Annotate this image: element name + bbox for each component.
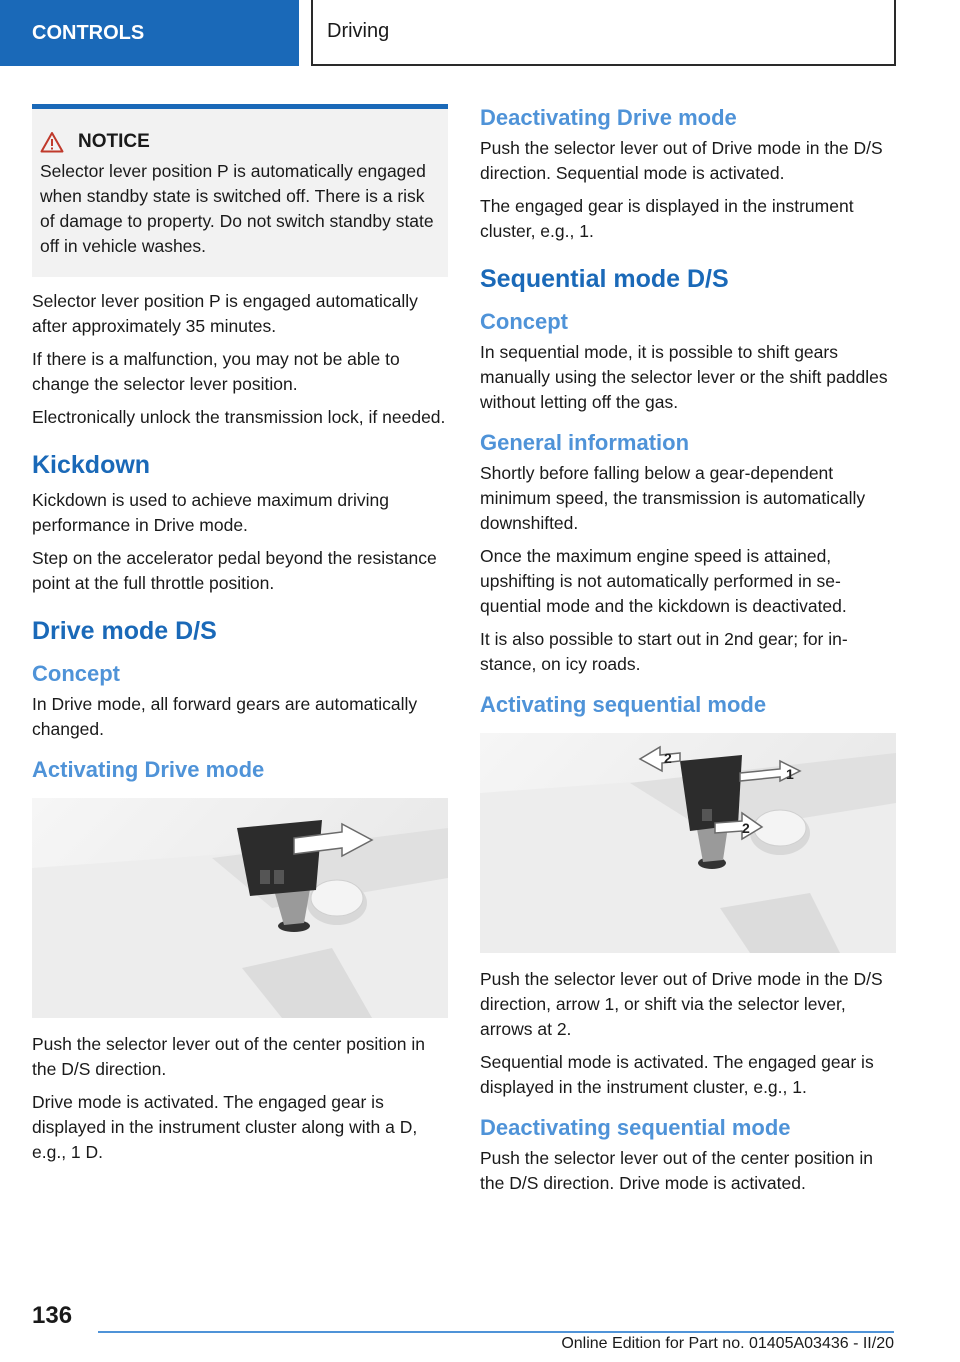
paragraph: Electronically unlock the transmission lock, if needed. xyxy=(32,407,446,427)
heading-sequential-mode: Sequential mode D/S xyxy=(480,265,729,293)
paragraph: In sequential mode, it is possible to shift gears manually using the selector lever or the shift paddles without letting off the gas. xyxy=(480,342,888,412)
section-tab: CONTROLS xyxy=(0,0,299,66)
heading-deactivating-drive-mode: Deactivating Drive mode xyxy=(480,105,737,130)
heading-deactivating-sequential-mode: Deactivating sequential mode xyxy=(480,1115,791,1140)
notice-text: Selector lever position P is automatically engaged when standby state is switched off. There is a risk of damage to property. Do not switch standby state off in vehicle washes. xyxy=(40,161,434,256)
paragraph: It is also possible to start out in 2nd gear; for instance, on icy roads. xyxy=(480,629,848,674)
paragraph: Once the maximum engine speed is attained, upshifting is not automatically performed in sequential mode and the kickdown is deactivated. xyxy=(480,546,847,616)
notice-title xyxy=(40,131,440,153)
paragraph: Push the selector lever out of Drive mode in the D/S direction. Sequential mode is activated. xyxy=(480,138,883,183)
paragraph: Sequential mode is activated. The engaged gear is displayed in the instrument cluster, e.g., 1. xyxy=(480,1052,874,1097)
heading-concept: Concept xyxy=(480,309,568,334)
sequential-lever-drawing xyxy=(480,733,896,953)
sequential-lever-illustration xyxy=(480,733,896,953)
paragraph: Selector lever position P is engaged automatically after approximately 35 minutes. xyxy=(32,291,418,336)
selector-lever-drawing xyxy=(32,798,448,1018)
arrow-label: 1 xyxy=(786,766,794,782)
notice-title-text: NOTICE xyxy=(78,131,150,152)
warning-triangle-icon xyxy=(40,131,64,153)
edition-text: Online Edition for Part no. 01405A03436 - II/20 xyxy=(561,1335,894,1352)
left-column xyxy=(32,104,448,1173)
heading-drive-mode: Drive mode D/S xyxy=(32,617,217,645)
arrow-label: 2 xyxy=(742,820,750,836)
paragraph: The engaged gear is displayed in the instrument cluster, e.g., 1. xyxy=(480,196,854,241)
paragraph: Push the selector lever out of the center position in the D/S direction. Drive mode is activated. xyxy=(480,1148,874,1193)
paragraph: Drive mode is activated. The engaged gear is displayed in the instrument cluster along with a D, e.g., 1 D. xyxy=(32,1092,418,1162)
heading-activating-drive-mode: Activating Drive mode xyxy=(32,757,265,782)
page-number: 136 xyxy=(32,1302,73,1329)
heading-general-information: General information xyxy=(480,430,690,455)
paragraph: Push the selector lever out of Drive mode in the D/S direction, arrow 1, or shift via the selector lever, arrows at 2. xyxy=(480,969,883,1039)
notice-box xyxy=(32,104,448,277)
paragraph: Push the selector lever out of the center position in the D/S direction. xyxy=(32,1034,426,1079)
heading-kickdown: Kickdown xyxy=(32,451,151,479)
heading-activating-sequential-mode: Activating sequential mode xyxy=(480,692,767,717)
selector-lever-illustration xyxy=(32,798,448,1018)
paragraph: Shortly before falling below a gear-dependent minimum speed, the transmission is automatically downshifted. xyxy=(480,463,866,533)
paragraph: Step on the accelerator pedal beyond the resistance point at the full throttle position. xyxy=(32,548,437,593)
chapter-title: Driving xyxy=(311,0,896,66)
heading-concept: Concept xyxy=(32,661,120,686)
paragraph: If there is a malfunction, you may not be able to change the selector lever position. xyxy=(32,349,400,394)
footer-divider xyxy=(98,1331,894,1333)
right-column xyxy=(480,104,896,1204)
arrow-label: 2 xyxy=(664,750,672,766)
paragraph: In Drive mode, all forward gears are automatically changed. xyxy=(32,694,418,739)
paragraph: Kickdown is used to achieve maximum driving performance in Drive mode. xyxy=(32,490,389,535)
